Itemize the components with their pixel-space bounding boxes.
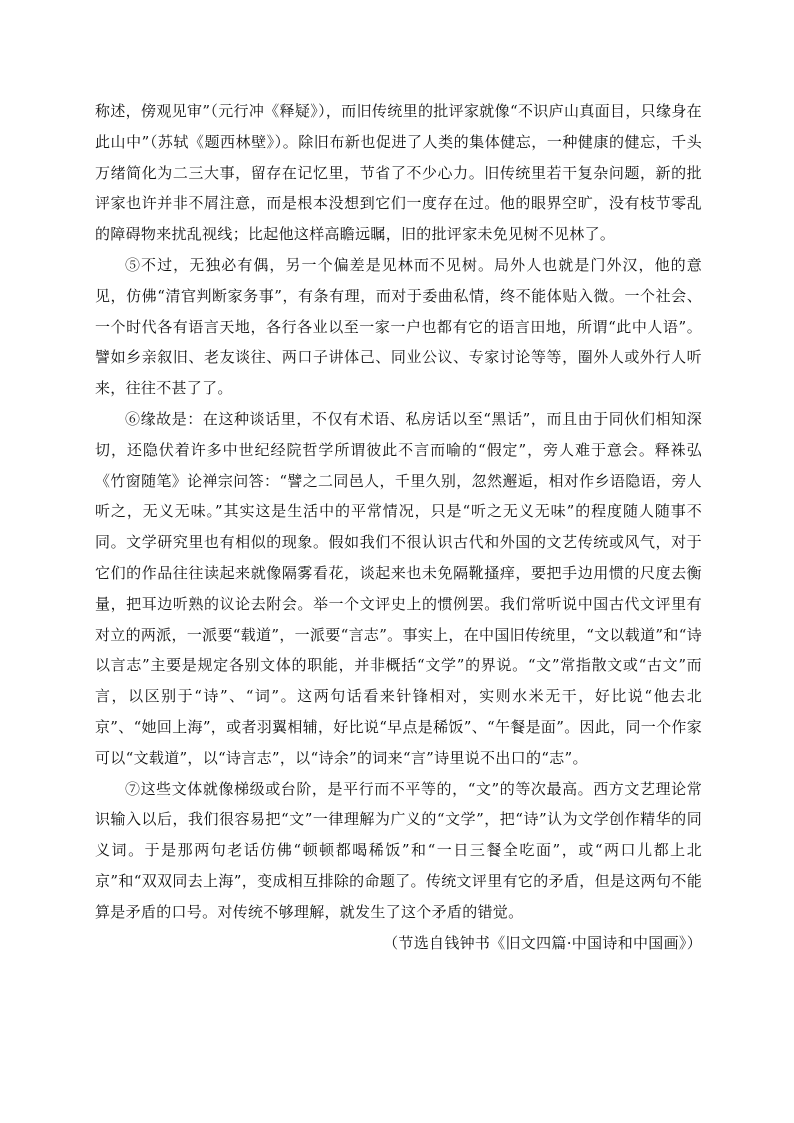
paragraph-7: ⑦这些文体就像梯级或台阶，是平行而不平等的，“文”的等次最高。西方文艺理论常识输入以后，我们很容易把“文”一律理解为广义的“文学”，把“诗”认为文学创作精华的同义词。于是那两句老话仿佛“顿顿都喝稀饭”和“一日三餐全吃面”，或“两口儿都上北京”和“双双同去上海”，变成相互排除的命题了。传统文评里有它的矛盾，但是这两句不能算是矛盾的口号。对传统不够理解，就发生了这个矛盾的错觉。 [95,779,702,921]
paragraph-6: ⑥缘故是：在这种谈话里，不仅有术语、私房话以至“黑话”，而且由于同伙们相知深切，还隐伏着许多中世纪经院哲学所谓彼此不言而喻的“假定”，旁人难于意会。释袾弘《竹窗随笔》论禅宗问答：“譬之二同邑人，千里久别，忽然邂逅，相对作乡语隐语，旁人听之，无义无味。”其实这是生活中的平常情况，只是“听之无义无味”的程度随人随事不同。文学研究里也有相似的现象。假如我们不很认识古代和外国的文艺传统或风气，对于它们的作品往往读起来就像隔雾看花，谈起来也未免隔靴搔痒，要把手边用惯的尺度去衡量，把耳边听熟的议论去附会。举一个文评史上的惯例罢。我们常听说中国古代文评里有对立的两派，一派要“载道”，一派要“言志”。事实上，在中国旧传统里，“文以载道”和“诗以言志”主要是规定各别文体的职能，并非概括“文学”的界说。“文”常指散文或“古文”而言，以区别于“诗”、“词”。这两句话看来针锋相对，实则水米无干，好比说“他去北京”、“她回上海”，或者羽翼相辅，好比说“早点是稀饭”、“午餐是面”。因此，同一个作家可以“文载道”，以“诗言志”，以“诗余”的词来“言”诗里说不出口的“志”。 [95,409,702,767]
paragraph-continued: 称述，傍观见审”（元行冲《释疑》），而旧传统里的批评家就像“不识庐山真面目，只缘身在此山中”（苏轼《题西林壁》）。除旧布新也促进了人类的集体健忘，一种健康的健忘，千头万绪简化为二三大事，留存在记忆里，节省了不少心力。旧传统里若干复杂问题，新的批评家也许并非不屑注意，而是根本没想到它们一度存在过。他的眼界空旷，没有枝节零乱的障碍物来扰乱视线；比起他这样高瞻远瞩，旧的批评家未免见树不见林了。 [95,102,702,244]
source-citation: （节选自钱钟书《旧文四篇·中国诗和中国画》） [383,933,702,952]
document-page [95,96,702,958]
paragraph-5: ⑤不过，无独必有偶，另一个偏差是见林而不见树。局外人也就是门外汉，他的意见，仿佛“清官判断家务事”，有条有理，而对于委曲私情，终不能体贴入微。一个社会、一个时代各有语言天地，各行各业以至一家一户也都有它的语言田地，所谓“此中人语”。譬如乡亲叙旧、老友谈往、两口子讲体己、同业公议、专家讨论等等，圈外人或外行人听来，往往不甚了了。 [95,255,702,398]
